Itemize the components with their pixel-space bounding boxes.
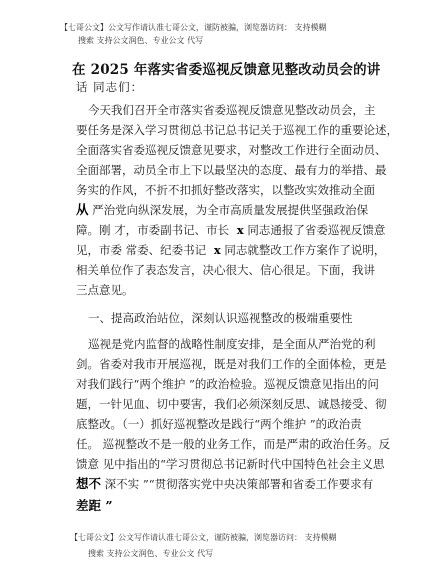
header-ad-line-1: 【七哥公文】公文写作请认准七哥公文，谨防被骗，浏览器访问： 支持模糊 [60,23,327,32]
body-line [76,498,113,514]
body-line-text: 同志就整改工作方案作了说明， [224,243,386,257]
body-line [76,202,368,218]
body-line [76,242,385,258]
body-line-text: 障。刚 才，市委副书记、市长 [76,223,230,237]
body-line: 全面落实省委巡视反馈意见要求，对整改工作进行全面动员、 [76,143,387,157]
footer-ad-line-1: 【七哥公文】公文写作请认准七哥公文，谨防被骗，浏览器访问： 支持模糊 [70,533,337,542]
footer-ad-line-2: 搜索 支持公文润色、专业公文 代写 [88,549,214,558]
document-title: 在 2025 年落实省委巡视反馈意见整改动员会的讲 [72,62,381,78]
body-line: 底整改。（一）抓好巡视整改是践行“两个维护 ”的政治责 [76,417,362,431]
body-line: 巡视是党内监督的战略性制度安排，是全面从严治党的利 [88,337,376,351]
body-line-text: 深不实 ”“贯彻落实党中央决策部署和省委工作要求有 [104,477,374,491]
body-line: 任。 巡视整改不是一般的业务工作，而是严肃的政治任务。反 [76,437,391,451]
body-line [76,476,373,492]
inline-mark-x2: x [213,243,221,257]
body-line-text: 严治党向纵深发展，为全市高质量发展提供坚强政治保 [92,203,369,217]
section-heading: 一、提高政治站位，深刻认识巡视整改的极端重要性 [88,311,353,325]
body-line-text: 见，市委 常委、纪委书记 [76,243,207,257]
salutation: 话 同志们： [76,80,144,94]
body-line: 要任务是深入学习贯彻总书记总书记关于巡视工作的重要论述， [76,123,398,137]
body-line: 对我们践行“两个维护 ”的政治检验。巡视反馈意见指出的问 [76,377,379,391]
body-line-text: 同志通报了省委巡视反馈意 [247,223,386,237]
body-line: 三点意见。 [76,283,134,297]
inline-mark-xiang-bu: 想不 [76,476,102,491]
body-line: 馈意 见中指出的“学习贯彻总书记新时代中国特色社会主义思 [76,457,385,471]
body-line: 今天我们召开全市落实省委巡视反馈意见整改动员会，主 [88,103,376,117]
body-line: 全面部署，动员全市上下以最坚决的态度、最有力的举措、最 [76,163,387,177]
inline-mark-cha-ju: 差距 ” [76,498,113,513]
header-ad-line-2: 搜索 支持公文润色、专业公文 代写 [78,36,204,45]
inline-mark-x1: x [236,223,244,237]
body-line: 相关单位作了表态发言，决心很大、信心很足。下面，我讲 [76,263,375,277]
body-line: 题，一针见血、切中要害，我们必须深刻反思、诚恳接受、彻 [76,397,387,411]
body-line [76,222,385,238]
inline-mark-cong: 从 [76,202,89,217]
body-line: 剑。省委对我市开展巡视，既是对我们工作的全面体检，更是 [76,357,387,371]
body-line: 务实的作风，不折不扣抓好整改落实，以整改实效推动全面 [76,183,375,197]
